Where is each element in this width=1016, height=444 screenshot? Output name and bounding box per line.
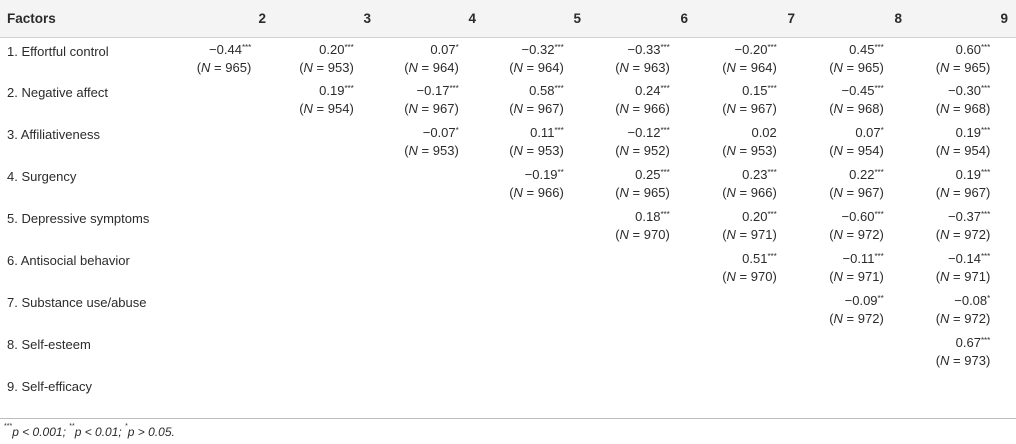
correlation-coefficient: −0.37*** xyxy=(948,209,991,224)
table-row xyxy=(0,289,1016,331)
significance-stars: *** xyxy=(980,210,991,219)
correlation-value xyxy=(722,163,777,202)
correlation-coefficient: 0.19*** xyxy=(955,167,991,182)
table-cell xyxy=(803,37,910,79)
table-cell xyxy=(803,79,910,121)
footnote-text: p < 0.01; xyxy=(74,425,126,439)
table-cell xyxy=(274,289,379,331)
table-cell xyxy=(803,289,910,331)
correlation-coefficient: −0.19** xyxy=(524,167,564,182)
table-cell xyxy=(803,331,910,373)
significance-stars: *** xyxy=(980,126,991,135)
table-cell xyxy=(910,205,1016,247)
sample-size: (N = 953) xyxy=(404,143,459,158)
correlation-coefficient: −0.45*** xyxy=(841,83,884,98)
table-cell xyxy=(910,289,1016,331)
correlation-value xyxy=(615,79,670,118)
correlation-value xyxy=(615,38,670,77)
correlation-value xyxy=(722,205,777,244)
column-header-4: 4 xyxy=(379,0,484,37)
table-row xyxy=(0,205,1016,247)
table-cell xyxy=(696,373,803,415)
correlation-coefficient: −0.17*** xyxy=(416,83,459,98)
table-cell xyxy=(696,289,803,331)
table-cell xyxy=(379,121,484,163)
sample-size: (N = 964) xyxy=(722,59,777,75)
correlation-value xyxy=(404,121,459,160)
table-body xyxy=(0,37,1016,415)
table-cell xyxy=(484,289,589,331)
correlation-value xyxy=(509,38,564,77)
sample-size: (N = 965) xyxy=(935,59,991,75)
sample-size: (N = 967) xyxy=(404,101,459,116)
correlation-value xyxy=(299,38,354,77)
sample-size: (N = 971) xyxy=(829,269,884,284)
correlation-value xyxy=(404,79,459,118)
correlation-value xyxy=(936,247,991,286)
correlation-value xyxy=(299,79,354,118)
table-cell xyxy=(379,163,484,205)
sample-size: (N = 971) xyxy=(935,269,991,284)
correlation-coefficient: 0.60*** xyxy=(955,41,991,57)
bottom-rule xyxy=(0,418,1016,419)
table-cell xyxy=(803,163,910,205)
correlation-coefficient: −0.14*** xyxy=(948,251,991,266)
table-cell xyxy=(910,163,1016,205)
factor-label: 9. Self-efficacy xyxy=(7,379,93,394)
significance-stars: *** xyxy=(980,84,991,93)
table-cell xyxy=(910,79,1016,121)
sample-size: (N = 966) xyxy=(509,185,564,200)
correlation-coefficient: 0.19*** xyxy=(955,125,991,140)
correlation-coefficient: 0.23*** xyxy=(742,167,777,182)
table-cell xyxy=(696,37,803,79)
sample-size: (N = 971) xyxy=(722,227,777,242)
sample-size: (N = 965) xyxy=(196,59,252,75)
table-cell xyxy=(696,205,803,247)
correlation-coefficient: 0.11*** xyxy=(530,125,564,140)
factor-label: 4. Surgency xyxy=(7,169,77,184)
correlation-value xyxy=(936,163,991,202)
significance-stars: *** xyxy=(767,84,777,93)
table-cell xyxy=(174,37,274,79)
factor-label: 5. Depressive symptoms xyxy=(7,211,150,226)
table-cell xyxy=(484,79,589,121)
sample-size: (N = 972) xyxy=(829,311,884,326)
correlation-coefficient: 0.15*** xyxy=(742,83,777,98)
column-header-factors: Factors xyxy=(0,0,174,37)
table-cell xyxy=(274,37,379,79)
table-cell xyxy=(910,121,1016,163)
correlation-value xyxy=(829,163,884,202)
correlation-coefficient: 0.02 xyxy=(751,125,777,140)
factor-label: 2. Negative affect xyxy=(7,85,108,100)
table-cell xyxy=(484,331,589,373)
table-cell xyxy=(174,331,274,373)
significance-stars: *** xyxy=(660,210,670,219)
column-header-8: 8 xyxy=(803,0,910,37)
correlation-coefficient: 0.67*** xyxy=(955,335,991,350)
factor-label: 6. Antisocial behavior xyxy=(7,253,130,268)
table-cell xyxy=(274,163,379,205)
correlation-value xyxy=(197,38,252,77)
table-cell xyxy=(174,205,274,247)
significance-stars: *** xyxy=(980,168,991,177)
significance-stars: *** xyxy=(554,84,564,93)
correlation-value xyxy=(936,38,991,77)
correlation-value xyxy=(936,331,991,370)
table-cell xyxy=(274,79,379,121)
table-cell xyxy=(696,163,803,205)
table-cell xyxy=(910,247,1016,289)
table-cell xyxy=(379,247,484,289)
table-cell xyxy=(696,79,803,121)
correlation-coefficient: 0.22*** xyxy=(849,167,884,182)
significance-stars: *** xyxy=(874,84,884,93)
correlation-coefficient: −0.07* xyxy=(422,125,459,140)
correlation-coefficient: 0.20*** xyxy=(742,209,777,224)
factor-label: 8. Self-esteem xyxy=(7,337,91,352)
table-row xyxy=(0,331,1016,373)
table-cell xyxy=(274,373,379,415)
sample-size: (N = 967) xyxy=(935,185,991,200)
correlation-value xyxy=(829,79,884,118)
table-cell xyxy=(274,121,379,163)
factor-label: 3. Affiliativeness xyxy=(7,127,100,142)
correlation-value xyxy=(404,38,459,77)
correlation-coefficient: −0.08* xyxy=(954,293,991,308)
table-cell xyxy=(484,205,589,247)
table-cell xyxy=(379,373,484,415)
significance-stars: *** xyxy=(660,84,670,93)
significance-stars: *** xyxy=(980,336,991,345)
table-row xyxy=(0,121,1016,163)
table-cell xyxy=(484,37,589,79)
significance-stars: * xyxy=(455,42,459,52)
correlation-coefficient: −0.30*** xyxy=(948,83,991,98)
table-row xyxy=(0,37,1016,79)
table-cell xyxy=(589,247,696,289)
correlation-coefficient: 0.24*** xyxy=(635,83,670,98)
table-cell xyxy=(589,163,696,205)
table-cell xyxy=(589,331,696,373)
significance-stars: *** xyxy=(241,42,252,52)
sample-size: (N = 954) xyxy=(299,101,354,116)
correlation-value xyxy=(936,289,991,328)
correlation-coefficient: −0.33*** xyxy=(627,41,670,57)
significance-stars: *** xyxy=(767,252,777,261)
correlation-value xyxy=(722,79,777,118)
sample-size: (N = 964) xyxy=(509,59,564,75)
correlation-value xyxy=(722,38,777,77)
table-cell xyxy=(589,289,696,331)
sample-size: (N = 964) xyxy=(404,59,459,75)
significance-stars: ** xyxy=(557,168,564,177)
correlation-value xyxy=(615,205,670,244)
table-cell xyxy=(174,121,274,163)
table-cell xyxy=(484,373,589,415)
table-cell xyxy=(696,247,803,289)
correlation-value xyxy=(829,289,884,328)
sample-size: (N = 963) xyxy=(615,59,670,75)
correlation-coefficient: −0.09** xyxy=(844,293,884,308)
significance-stars: *** xyxy=(449,84,459,93)
sample-size: (N = 967) xyxy=(509,101,564,116)
table-cell xyxy=(589,121,696,163)
correlation-value xyxy=(936,205,991,244)
correlation-coefficient: −0.44*** xyxy=(209,41,252,57)
footnote-text: p > 0.05. xyxy=(127,425,175,439)
table-cell xyxy=(910,37,1016,79)
correlation-coefficient: 0.45*** xyxy=(849,41,884,57)
sample-size: (N = 966) xyxy=(722,185,777,200)
sample-size: (N = 953) xyxy=(509,143,564,158)
column-header-5: 5 xyxy=(484,0,589,37)
correlation-coefficient: −0.12*** xyxy=(627,125,670,140)
sample-size: (N = 970) xyxy=(615,227,670,242)
table-cell xyxy=(589,205,696,247)
table-cell xyxy=(174,289,274,331)
sample-size: (N = 953) xyxy=(299,59,354,75)
significance-stars: *** xyxy=(874,252,884,261)
correlation-coefficient: 0.07* xyxy=(430,41,459,57)
correlation-coefficient: 0.20*** xyxy=(319,41,354,57)
correlation-value xyxy=(936,79,991,118)
sample-size: (N = 972) xyxy=(935,311,991,326)
sample-size: (N = 972) xyxy=(829,227,884,242)
significance-stars: *** xyxy=(980,252,991,261)
correlation-coefficient: 0.58*** xyxy=(529,83,564,98)
significance-stars: *** xyxy=(980,42,991,52)
correlation-coefficient: 0.25*** xyxy=(635,167,670,182)
table-cell xyxy=(484,163,589,205)
significance-stars: * xyxy=(987,294,991,303)
column-header-6: 6 xyxy=(589,0,696,37)
correlation-value xyxy=(936,121,991,160)
sample-size: (N = 970) xyxy=(722,269,777,284)
sample-size: (N = 965) xyxy=(615,185,670,200)
column-header-3: 3 xyxy=(274,0,379,37)
significance-stars: *** xyxy=(554,42,564,52)
sample-size: (N = 967) xyxy=(722,101,777,116)
correlation-value xyxy=(722,121,777,160)
significance-stars: *** xyxy=(874,168,884,177)
column-header-7: 7 xyxy=(696,0,803,37)
footnote-stars: * xyxy=(125,423,128,430)
table-footnote xyxy=(4,425,175,439)
table-cell xyxy=(696,331,803,373)
table-cell xyxy=(803,247,910,289)
table-cell xyxy=(484,121,589,163)
correlation-coefficient: −0.32*** xyxy=(521,41,564,57)
significance-stars: *** xyxy=(660,42,670,52)
table-cell xyxy=(379,79,484,121)
table-cell xyxy=(379,205,484,247)
significance-stars: *** xyxy=(767,210,777,219)
correlation-coefficient: −0.60*** xyxy=(841,209,884,224)
sample-size: (N = 954) xyxy=(829,143,884,158)
correlation-coefficient: −0.20*** xyxy=(734,41,777,57)
significance-stars: * xyxy=(880,126,884,135)
sample-size: (N = 967) xyxy=(829,185,884,200)
table-row xyxy=(0,163,1016,205)
table-cell xyxy=(379,289,484,331)
column-header-9: 9 xyxy=(910,0,1016,37)
significance-stars: *** xyxy=(874,42,884,52)
table-row xyxy=(0,79,1016,121)
sample-size: (N = 968) xyxy=(935,101,991,116)
table-cell xyxy=(379,331,484,373)
correlation-value xyxy=(615,163,670,202)
significance-stars: *** xyxy=(344,42,354,52)
sample-size: (N = 952) xyxy=(615,143,670,158)
table-cell xyxy=(910,331,1016,373)
correlation-value xyxy=(509,79,564,118)
significance-stars: *** xyxy=(660,126,670,135)
sample-size: (N = 973) xyxy=(935,353,991,368)
table-cell xyxy=(803,121,910,163)
correlation-coefficient: 0.07* xyxy=(855,125,884,140)
correlation-value xyxy=(509,163,564,202)
significance-stars: * xyxy=(455,126,459,135)
significance-stars: *** xyxy=(660,168,670,177)
column-header-2: 2 xyxy=(174,0,274,37)
sample-size: (N = 954) xyxy=(935,143,991,158)
significance-stars: *** xyxy=(554,126,564,135)
correlation-value xyxy=(509,121,564,160)
table-cell xyxy=(589,373,696,415)
table-cell xyxy=(803,205,910,247)
correlation-coefficient: −0.11*** xyxy=(842,251,884,266)
sample-size: (N = 966) xyxy=(615,101,670,116)
table-cell xyxy=(379,37,484,79)
table-cell xyxy=(174,79,274,121)
table-cell xyxy=(174,163,274,205)
table-cell xyxy=(484,247,589,289)
table-cell xyxy=(174,247,274,289)
significance-stars: *** xyxy=(344,84,354,93)
correlation-value xyxy=(829,38,884,77)
sample-size: (N = 972) xyxy=(935,227,991,242)
table-cell xyxy=(274,205,379,247)
significance-stars: *** xyxy=(767,42,777,52)
correlation-value xyxy=(615,121,670,160)
footnote-text: p < 0.001; xyxy=(12,425,70,439)
significance-stars: *** xyxy=(874,210,884,219)
sample-size: (N = 965) xyxy=(829,59,884,75)
correlation-value xyxy=(829,247,884,286)
correlation-value xyxy=(829,205,884,244)
table-cell xyxy=(174,373,274,415)
correlation-value xyxy=(722,247,777,286)
sample-size: (N = 953) xyxy=(722,143,777,158)
table-cell xyxy=(589,79,696,121)
significance-stars: ** xyxy=(877,294,884,303)
correlation-coefficient: 0.18*** xyxy=(635,209,670,224)
table-cell xyxy=(589,37,696,79)
table-cell xyxy=(803,373,910,415)
table-cell xyxy=(910,373,1016,415)
table-cell xyxy=(696,121,803,163)
footnote-stars: *** xyxy=(4,423,13,430)
factor-label: 1. Effortful control xyxy=(7,43,109,59)
table-row xyxy=(0,247,1016,289)
significance-stars: *** xyxy=(767,168,777,177)
correlation-value xyxy=(829,121,884,160)
table-row xyxy=(0,373,1016,415)
sample-size: (N = 968) xyxy=(829,101,884,116)
footnote-stars: ** xyxy=(69,423,75,430)
table-cell xyxy=(274,331,379,373)
table-header-row xyxy=(0,0,1016,37)
factor-label: 7. Substance use/abuse xyxy=(7,295,147,310)
correlation-coefficient: 0.51*** xyxy=(742,251,777,266)
correlation-coefficient: 0.19*** xyxy=(319,83,354,98)
table-cell xyxy=(274,247,379,289)
